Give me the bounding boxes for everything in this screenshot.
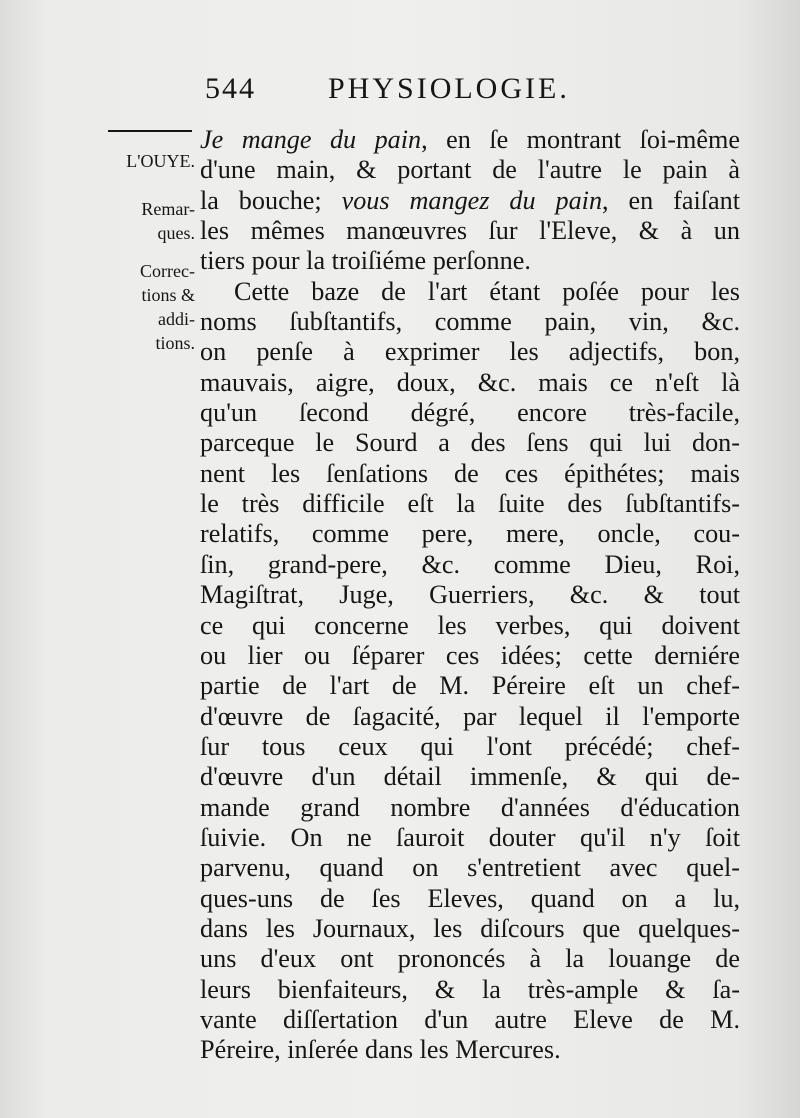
text-segment: ou lier ou ſéparer ces idées; cette derniére bbox=[200, 640, 740, 670]
text-line bbox=[200, 580, 740, 610]
text-segment: mande grand nombre d'années d'éducation bbox=[200, 792, 740, 822]
text-segment: la bouche; bbox=[200, 185, 342, 215]
text-line bbox=[200, 519, 740, 549]
text-line bbox=[200, 125, 740, 155]
text-line bbox=[200, 459, 740, 489]
text-line bbox=[200, 641, 740, 671]
text-segment: parceque le Sourd a des ſens qui lui don- bbox=[200, 428, 740, 458]
text-segment: partie de l'art de M. Péreire eſt un chef- bbox=[200, 671, 740, 701]
text-segment: Magiſtrat, Juge, Guerriers, &c. & tout bbox=[200, 580, 740, 610]
text-line bbox=[200, 368, 740, 398]
text-line bbox=[200, 398, 740, 428]
text-line bbox=[200, 155, 740, 185]
text-line bbox=[200, 702, 740, 732]
text-segment: , en ſe montrant ſoi-même bbox=[421, 125, 741, 154]
text-segment: tiers pour la troiſiéme perſonne. bbox=[200, 246, 531, 276]
margin-note-line: ques. bbox=[157, 223, 195, 243]
running-title: PHYSIOLOGIE. bbox=[328, 72, 570, 105]
text-line bbox=[200, 793, 740, 823]
text-segment: le très difficile eſt la ſuite des ſubſtantifs- bbox=[200, 489, 740, 519]
text-line bbox=[200, 671, 740, 701]
text-segment: d'une main, & portant de l'autre le pain à bbox=[200, 155, 740, 185]
text-line bbox=[200, 186, 740, 216]
text-segment: ſur tous ceux qui l'ont précédé; chef- bbox=[200, 731, 740, 761]
body-text bbox=[200, 125, 740, 1066]
text-line bbox=[200, 550, 740, 580]
text-segment: on penſe à exprimer les adjectifs, bon, bbox=[200, 337, 740, 367]
text-segment: ques-uns de ſes Eleves, quand on a lu, bbox=[200, 883, 740, 913]
text-line bbox=[200, 611, 740, 641]
text-line bbox=[200, 732, 740, 762]
text-line bbox=[200, 1035, 740, 1065]
margin-note-line: addi- bbox=[158, 309, 195, 329]
margin-rule bbox=[108, 130, 192, 132]
text-segment: uns d'eux ont prononcés à la louange de bbox=[200, 944, 740, 974]
text-segment: ſin, grand-pere, &c. comme Dieu, Roi, bbox=[200, 549, 740, 579]
text-segment: noms ſubſtantifs, comme pain, vin, &c. bbox=[200, 307, 740, 337]
margin-topic: L'OUYE. bbox=[126, 151, 195, 171]
text-segment: ce qui concerne les verbes, qui doivent bbox=[200, 610, 740, 640]
text-segment: nent les ſenſations de ces épithétes; mais bbox=[200, 458, 740, 488]
text-line bbox=[200, 489, 740, 519]
text-segment: leurs bienfaiteurs, & la très-ample & ſa- bbox=[200, 974, 740, 1004]
text-line bbox=[200, 307, 740, 337]
text-line bbox=[200, 853, 740, 883]
text-line bbox=[200, 914, 740, 944]
text-line bbox=[200, 277, 740, 307]
italic-phrase: Je mange du pain bbox=[200, 125, 422, 154]
page-number: 544 bbox=[205, 72, 256, 105]
margin-note-line: tions & bbox=[141, 285, 195, 305]
text-line bbox=[200, 428, 740, 458]
margin-note-line: tions. bbox=[155, 333, 195, 353]
text-line bbox=[200, 944, 740, 974]
margin-note-line: Correc- bbox=[140, 261, 195, 281]
text-segment: Péreire, inſerée dans les Mercures. bbox=[200, 1035, 561, 1065]
text-segment: relatifs, comme pere, mere, oncle, cou- bbox=[200, 519, 740, 549]
text-segment: parvenu, quand on s'entretient avec quel- bbox=[200, 853, 740, 883]
text-line bbox=[200, 762, 740, 792]
text-line bbox=[200, 975, 740, 1005]
text-segment: qu'un ſecond dégré, encore très-facile, bbox=[200, 398, 740, 428]
text-segment: d'œuvre d'un détail immenſe, & qui de- bbox=[200, 762, 740, 792]
text-line bbox=[200, 216, 740, 246]
text-segment: les mêmes manœuvres ſur l'Eleve, & à un bbox=[200, 216, 740, 246]
text-line bbox=[200, 1005, 740, 1035]
text-segment: d'œuvre de ſagacité, par lequel il l'emporte bbox=[200, 701, 740, 731]
text-segment: vante diſſertation d'un autre Eleve de M. bbox=[200, 1004, 740, 1034]
text-segment: Cette baze de l'art étant poſée pour les bbox=[234, 276, 740, 306]
margin-note-line: Remar- bbox=[141, 199, 195, 219]
text-line bbox=[200, 337, 740, 367]
text-line bbox=[200, 884, 740, 914]
text-line bbox=[200, 823, 740, 853]
italic-phrase: vous mangez du pain bbox=[341, 185, 603, 215]
text-segment: , en faiſant bbox=[602, 185, 740, 215]
text-segment: dans les Journaux, les diſcours que quelques- bbox=[200, 913, 740, 943]
text-segment: ſuivie. On ne ſauroit douter qu'il n'y ſoit bbox=[200, 822, 740, 852]
text-segment: mauvais, aigre, doux, &c. mais ce n'eſt là bbox=[200, 367, 740, 397]
text-line bbox=[200, 246, 740, 276]
